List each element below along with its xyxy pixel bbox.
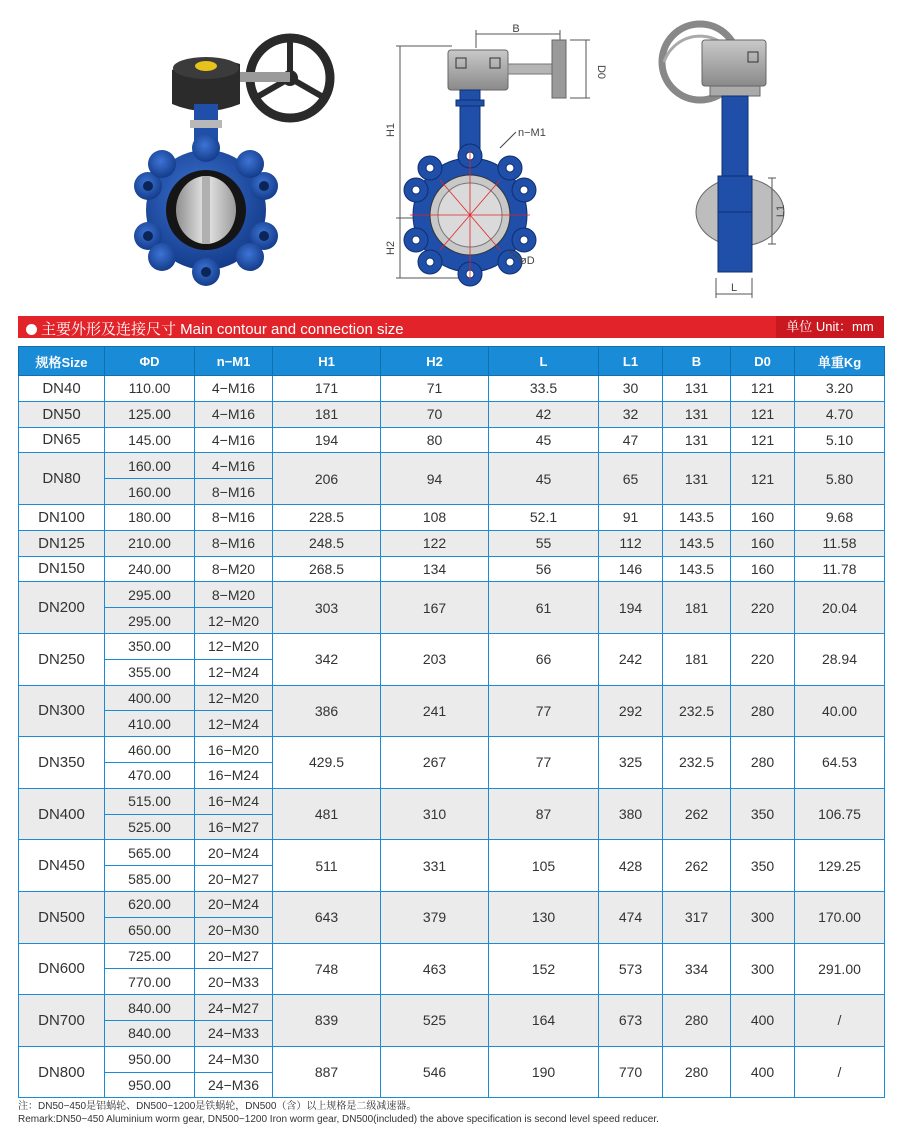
table-row (19, 788, 885, 814)
side-view-drawing (662, 24, 787, 298)
cell-d0: 121 (731, 401, 795, 427)
cell-d0: 300 (731, 891, 795, 943)
cell-outer-diameter: 210.00 (105, 530, 195, 556)
table-row (19, 737, 885, 763)
dim-d0: D0 (595, 64, 607, 80)
cell-outer-diameter: 840.00 (105, 995, 195, 1021)
cell-l: 190 (489, 1046, 599, 1098)
bullet-icon (26, 324, 37, 335)
cell-size: DN450 (19, 840, 105, 892)
cell-h2: 331 (381, 840, 489, 892)
dim-l1: L1 (775, 204, 787, 218)
cell-outer-diameter: 950.00 (105, 1046, 195, 1072)
cell-d0: 300 (731, 943, 795, 995)
table-row (19, 401, 885, 427)
section-title (26, 318, 404, 339)
cell-b: 181 (663, 633, 731, 685)
cell-l1: 65 (599, 453, 663, 505)
cell-size: DN400 (19, 788, 105, 840)
cell-l: 33.5 (489, 376, 599, 402)
cell-h1: 342 (273, 633, 381, 685)
cell-l: 152 (489, 943, 599, 995)
col-header-size: 规格Size (19, 347, 105, 376)
cell-kg: 28.94 (795, 633, 885, 685)
col-header-weight: 单重Kg (795, 347, 885, 376)
cell-kg: 40.00 (795, 685, 885, 737)
cell-h2: 267 (381, 737, 489, 789)
cell-kg: / (795, 995, 885, 1047)
cell-h2: 379 (381, 891, 489, 943)
remarks (18, 1100, 659, 1126)
cell-bolt-spec: 12−M24 (195, 659, 273, 685)
cell-h1: 839 (273, 995, 381, 1047)
cell-outer-diameter: 400.00 (105, 685, 195, 711)
cell-size: DN80 (19, 453, 105, 505)
cell-outer-diameter: 110.00 (105, 376, 195, 402)
cell-l1: 380 (599, 788, 663, 840)
cell-h1: 206 (273, 453, 381, 505)
cell-h2: 134 (381, 556, 489, 582)
table-row (19, 530, 885, 556)
cell-bolt-spec: 24−M30 (195, 1046, 273, 1072)
remark-chinese: 注：DN50−450是铝蜗轮、DN500−1200是铁蜗轮，DN500（含）以上规格是二级减速器。 (18, 1101, 417, 1112)
cell-size: DN100 (19, 504, 105, 530)
cell-outer-diameter: 770.00 (105, 969, 195, 995)
cell-outer-diameter: 295.00 (105, 582, 195, 608)
dimension-table (18, 346, 885, 1098)
cell-bolt-spec: 24−M33 (195, 1020, 273, 1046)
cell-outer-diameter: 410.00 (105, 711, 195, 737)
cell-outer-diameter: 160.00 (105, 453, 195, 479)
cell-bolt-spec: 20−M27 (195, 866, 273, 892)
cell-h2: 108 (381, 504, 489, 530)
cell-b: 232.5 (663, 685, 731, 737)
cell-kg: 4.70 (795, 401, 885, 427)
cell-h1: 429.5 (273, 737, 381, 789)
cell-h1: 268.5 (273, 556, 381, 582)
cell-b: 131 (663, 453, 731, 505)
cell-kg: 129.25 (795, 840, 885, 892)
cell-d0: 121 (731, 376, 795, 402)
cell-outer-diameter: 350.00 (105, 633, 195, 659)
cell-h2: 203 (381, 633, 489, 685)
cell-d0: 220 (731, 582, 795, 634)
col-header-d0: D0 (731, 347, 795, 376)
cell-d0: 160 (731, 504, 795, 530)
cell-h1: 181 (273, 401, 381, 427)
cell-l: 77 (489, 737, 599, 789)
cell-kg: 170.00 (795, 891, 885, 943)
col-header-n-m1: n−M1 (195, 347, 273, 376)
cell-d0: 280 (731, 685, 795, 737)
table-row (19, 376, 885, 402)
cell-bolt-spec: 12−M24 (195, 711, 273, 737)
cell-l: 130 (489, 891, 599, 943)
cell-d0: 350 (731, 788, 795, 840)
cell-l: 52.1 (489, 504, 599, 530)
cell-d0: 400 (731, 995, 795, 1047)
cell-size: DN800 (19, 1046, 105, 1098)
cell-outer-diameter: 180.00 (105, 504, 195, 530)
cell-outer-diameter: 950.00 (105, 1072, 195, 1098)
cell-b: 131 (663, 376, 731, 402)
cell-l1: 428 (599, 840, 663, 892)
cell-d0: 121 (731, 427, 795, 453)
cell-b: 232.5 (663, 737, 731, 789)
section-title-bar (18, 316, 884, 338)
cell-h2: 70 (381, 401, 489, 427)
cell-kg: 5.80 (795, 453, 885, 505)
cell-h1: 303 (273, 582, 381, 634)
cell-bolt-spec: 8−M20 (195, 556, 273, 582)
cell-l: 45 (489, 453, 599, 505)
cell-size: DN150 (19, 556, 105, 582)
cell-size: DN40 (19, 376, 105, 402)
cell-bolt-spec: 24−M27 (195, 995, 273, 1021)
cell-h2: 122 (381, 530, 489, 556)
cell-b: 131 (663, 427, 731, 453)
cell-outer-diameter: 620.00 (105, 891, 195, 917)
cell-outer-diameter: 840.00 (105, 1020, 195, 1046)
dim-h1: H1 (385, 122, 397, 138)
cell-l1: 474 (599, 891, 663, 943)
cell-h1: 511 (273, 840, 381, 892)
cell-size: DN50 (19, 401, 105, 427)
cell-kg: / (795, 1046, 885, 1098)
cell-kg: 9.68 (795, 504, 885, 530)
cell-l: 87 (489, 788, 599, 840)
cell-outer-diameter: 585.00 (105, 866, 195, 892)
table-row (19, 943, 885, 969)
table-row (19, 891, 885, 917)
cell-b: 262 (663, 788, 731, 840)
cell-outer-diameter: 240.00 (105, 556, 195, 582)
cell-l1: 194 (599, 582, 663, 634)
cell-l1: 673 (599, 995, 663, 1047)
cell-d0: 220 (731, 633, 795, 685)
cell-size: DN125 (19, 530, 105, 556)
col-header-d: ΦD (105, 347, 195, 376)
label-n-m1: n−M1 (518, 127, 546, 139)
cell-h2: 546 (381, 1046, 489, 1098)
cell-bolt-spec: 16−M27 (195, 814, 273, 840)
table-row (19, 685, 885, 711)
table-body (19, 376, 885, 1098)
cell-bolt-spec: 16−M20 (195, 737, 273, 763)
col-header-b: B (663, 347, 731, 376)
cell-l: 66 (489, 633, 599, 685)
cell-d0: 280 (731, 737, 795, 789)
cell-size: DN65 (19, 427, 105, 453)
cell-h2: 463 (381, 943, 489, 995)
cell-outer-diameter: 650.00 (105, 917, 195, 943)
col-header-h1: H1 (273, 347, 381, 376)
cell-bolt-spec: 12−M20 (195, 685, 273, 711)
col-header-l1: L1 (599, 347, 663, 376)
cell-l: 77 (489, 685, 599, 737)
table-row (19, 840, 885, 866)
cell-kg: 291.00 (795, 943, 885, 995)
cell-l: 164 (489, 995, 599, 1047)
cell-outer-diameter: 470.00 (105, 762, 195, 788)
valve-photo (134, 38, 330, 286)
cell-outer-diameter: 125.00 (105, 401, 195, 427)
cell-bolt-spec: 8−M16 (195, 479, 273, 505)
cell-h2: 167 (381, 582, 489, 634)
dim-h2: H2 (385, 240, 397, 256)
cell-l: 105 (489, 840, 599, 892)
label-phi-d: øD (520, 255, 535, 267)
cell-size: DN600 (19, 943, 105, 995)
cell-h2: 71 (381, 376, 489, 402)
cell-d0: 160 (731, 556, 795, 582)
cell-bolt-spec: 4−M16 (195, 401, 273, 427)
cell-b: 334 (663, 943, 731, 995)
cell-l: 42 (489, 401, 599, 427)
cell-b: 317 (663, 891, 731, 943)
cell-size: DN200 (19, 582, 105, 634)
cell-bolt-spec: 20−M33 (195, 969, 273, 995)
table-row (19, 556, 885, 582)
unit-label: 单位 Unit：mm (776, 316, 884, 338)
cell-d0: 350 (731, 840, 795, 892)
cell-b: 131 (663, 401, 731, 427)
cell-h2: 525 (381, 995, 489, 1047)
cell-bolt-spec: 8−M20 (195, 582, 273, 608)
cell-bolt-spec: 4−M16 (195, 427, 273, 453)
cell-l1: 292 (599, 685, 663, 737)
cell-b: 262 (663, 840, 731, 892)
cell-h1: 248.5 (273, 530, 381, 556)
cell-outer-diameter: 525.00 (105, 814, 195, 840)
cell-bolt-spec: 24−M36 (195, 1072, 273, 1098)
cell-h1: 386 (273, 685, 381, 737)
cell-h2: 80 (381, 427, 489, 453)
cell-l1: 242 (599, 633, 663, 685)
table-row (19, 633, 885, 659)
cell-bolt-spec: 8−M16 (195, 530, 273, 556)
product-illustrations (0, 0, 900, 305)
cell-bolt-spec: 16−M24 (195, 762, 273, 788)
cell-bolt-spec: 20−M24 (195, 840, 273, 866)
section-title-text: 主要外形及连接尺寸 Main contour and connection size (41, 321, 404, 338)
cell-l1: 573 (599, 943, 663, 995)
cell-size: DN700 (19, 995, 105, 1047)
cell-l: 61 (489, 582, 599, 634)
cell-b: 143.5 (663, 504, 731, 530)
cell-b: 280 (663, 1046, 731, 1098)
cell-kg: 106.75 (795, 788, 885, 840)
cell-outer-diameter: 725.00 (105, 943, 195, 969)
table-row (19, 504, 885, 530)
cell-h1: 748 (273, 943, 381, 995)
front-view-drawing (385, 23, 607, 286)
cell-bolt-spec: 4−M16 (195, 453, 273, 479)
cell-bolt-spec: 16−M24 (195, 788, 273, 814)
col-header-l: L (489, 347, 599, 376)
cell-h1: 887 (273, 1046, 381, 1098)
cell-b: 143.5 (663, 556, 731, 582)
cell-kg: 11.78 (795, 556, 885, 582)
cell-d0: 160 (731, 530, 795, 556)
cell-outer-diameter: 515.00 (105, 788, 195, 814)
cell-l1: 91 (599, 504, 663, 530)
cell-size: DN500 (19, 891, 105, 943)
cell-size: DN250 (19, 633, 105, 685)
cell-kg: 5.10 (795, 427, 885, 453)
col-header-h2: H2 (381, 347, 489, 376)
cell-h2: 241 (381, 685, 489, 737)
cell-outer-diameter: 160.00 (105, 479, 195, 505)
cell-l1: 112 (599, 530, 663, 556)
cell-l: 55 (489, 530, 599, 556)
cell-h1: 228.5 (273, 504, 381, 530)
cell-h2: 94 (381, 453, 489, 505)
table-row (19, 1046, 885, 1072)
cell-kg: 20.04 (795, 582, 885, 634)
cell-l1: 325 (599, 737, 663, 789)
cell-l1: 30 (599, 376, 663, 402)
cell-bolt-spec: 20−M24 (195, 891, 273, 917)
cell-bolt-spec: 12−M20 (195, 608, 273, 634)
cell-l1: 32 (599, 401, 663, 427)
cell-outer-diameter: 565.00 (105, 840, 195, 866)
cell-kg: 3.20 (795, 376, 885, 402)
cell-l1: 770 (599, 1046, 663, 1098)
cell-bolt-spec: 12−M20 (195, 633, 273, 659)
cell-l: 56 (489, 556, 599, 582)
cell-outer-diameter: 295.00 (105, 608, 195, 634)
cell-d0: 400 (731, 1046, 795, 1098)
cell-b: 181 (663, 582, 731, 634)
cell-bolt-spec: 4−M16 (195, 376, 273, 402)
cell-kg: 64.53 (795, 737, 885, 789)
cell-size: DN350 (19, 737, 105, 789)
cell-h1: 481 (273, 788, 381, 840)
cell-outer-diameter: 355.00 (105, 659, 195, 685)
cell-outer-diameter: 145.00 (105, 427, 195, 453)
cell-h1: 171 (273, 376, 381, 402)
cell-size: DN300 (19, 685, 105, 737)
cell-b: 280 (663, 995, 731, 1047)
table-row (19, 995, 885, 1021)
cell-bolt-spec: 8−M16 (195, 504, 273, 530)
cell-d0: 121 (731, 453, 795, 505)
cell-bolt-spec: 20−M27 (195, 943, 273, 969)
cell-l1: 47 (599, 427, 663, 453)
cell-l1: 146 (599, 556, 663, 582)
cell-bolt-spec: 20−M30 (195, 917, 273, 943)
table-row (19, 582, 885, 608)
dim-b: B (512, 23, 520, 35)
cell-kg: 11.58 (795, 530, 885, 556)
table-row (19, 453, 885, 479)
dim-l: L (730, 282, 738, 294)
remark-english: Remark:DN50−450 Aluminium worm gear, DN500−1200 Iron worm gear, DN500(included) the above specification is second level speed reducer. (18, 1114, 659, 1125)
cell-l: 45 (489, 427, 599, 453)
cell-h2: 310 (381, 788, 489, 840)
cell-h1: 194 (273, 427, 381, 453)
cell-outer-diameter: 460.00 (105, 737, 195, 763)
table-row (19, 427, 885, 453)
table-header-row (19, 347, 885, 376)
cell-b: 143.5 (663, 530, 731, 556)
cell-h1: 643 (273, 891, 381, 943)
